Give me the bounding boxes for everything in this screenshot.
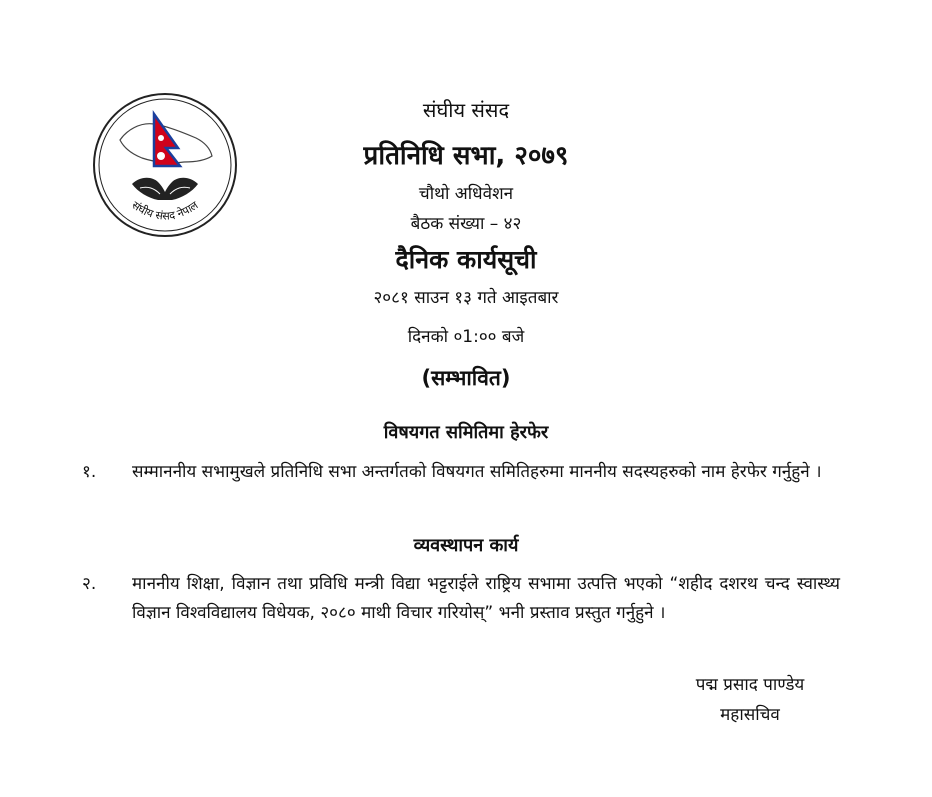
item-text: सम्माननीय सभामुखले प्रतिनिधि सभा अन्तर्गतको विषयगत समितिहरुमा माननीय सदस्यहरुको नाम हेरफेर गर्नुहुने । [132, 462, 822, 482]
item-number: १. [82, 462, 97, 482]
agenda-item [82, 570, 842, 660]
section-heading: व्यवस्थापन कार्य [413, 535, 519, 556]
federal-parliament-label: संघीय संसद [422, 98, 510, 122]
meeting-number: बैठक संख्या – ४२ [410, 214, 522, 234]
agenda-title: दैनिक कार्यसूची [395, 245, 537, 274]
signatory-title: महासचिव [720, 705, 780, 725]
emblem-text: संघीय संसद नेपाल [129, 198, 201, 223]
meeting-time: दिनको ०1:०० बजे [407, 327, 525, 347]
session-label: चौथो अधिवेशन [418, 184, 514, 204]
section-heading: विषयगत समितिमा हेरफेर [383, 422, 549, 443]
tentative-label: (सम्भावित) [421, 366, 511, 390]
item-number: २. [82, 574, 97, 594]
meeting-date: २०८१ साउन १३ गते आइतबार [373, 288, 559, 308]
signatory-name: पद्म प्रसाद पाण्डेय [695, 675, 805, 695]
parliament-emblem-icon [92, 92, 238, 238]
house-title: प्रतिनिधि सभा, २०७९ [363, 141, 569, 171]
item-text: माननीय शिक्षा, विज्ञान तथा प्रविधि मन्त्री विद्या भट्टराईले राष्ट्रिय सभामा उत्पत्ति भएको “शहीद दशरथ चन्द स्वास्थ्य विज्ञान विश्वविद्यालय विधेयक, २०८० माथी विचार गरियोस्” भनी प्रस्ताव प्रस्तुत गर्नुहुने । [132, 574, 840, 623]
agenda-item [82, 458, 842, 518]
